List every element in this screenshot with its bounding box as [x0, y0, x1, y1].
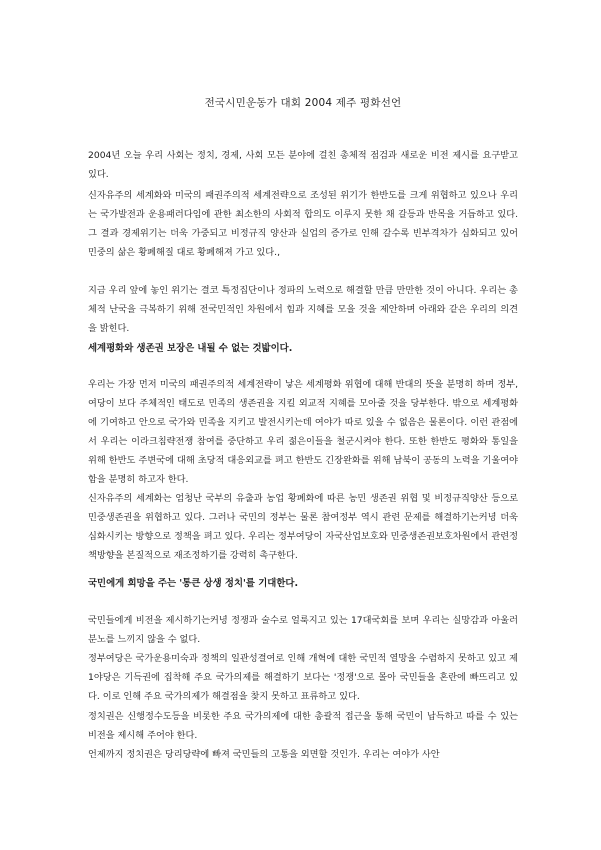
paragraph-government: 정부여당은 국가운용미숙과 정책의 일관성결여로 인해 개혁에 대한 국민적 열망을 수렴하지 못하고 있고 제1야당은 기득권에 집착해 주요 국가의제를 해결하기 보다는 '정쟁'으로 몰아 국민들을 혼란에 빠뜨리고 있다. 이로 인해 주요 국가의제가 해결점을 찾지 못하고 표류하고 있다. — [88, 653, 518, 702]
paragraph-neoliberal: 신자유주의 세계화는 엄청난 국부의 유출과 농업 황폐화에 따른 농민 생존권 위협 및 비정규직양산 등으로 민중생존권을 위협하고 있다. 그러나 국민의 정부는 물론 참여정부 역시 관련 문제를 해결하기는커녕 더욱 심화시키는 방향으로 정책을 펴고 있다. 우리는 정부여당이 자국산업보호와 민중생존권보호차원에서 관련정책방향을 본질적으로 재조정하기를 강력히 촉구한다. — [88, 493, 518, 561]
paragraph-crisis: 신자유주의 세계화와 미국의 패권주의적 세계전략으로 조성된 위기가 한반도를 크게 위협하고 있으나 우리는 국가발전과 운용패러다임에 관한 최소한의 사회적 합의도 이루지 못한 채 갈등과 반목을 거듭하고 있다. 그 결과 경제위기는 더욱 가중되고 비정규직 양산과 실업의 증가로 인해 갈수록 빈부격차가 심화되고 있어 민중의 삶은 황폐해질 대로 황폐해져 가고 있다., — [88, 190, 518, 258]
section-heading-peace: 세계평화와 생존권 보장은 내될 수 없는 것밟이다. — [88, 343, 293, 354]
paragraph-partisan: 언제까지 정치권은 당리당략에 빠져 국민들의 고통을 외면할 것인가. 우리는 여야가 사안 — [88, 749, 440, 760]
document-title: 전국시민운동가 대회 2004 제주 평화선언 — [204, 97, 402, 109]
paragraph-world-peace: 우리는 가장 먼저 미국의 패권주의적 세계전략이 낳은 세계평화 위협에 대해 반대의 뜻을 분명히 하며 정부, 여당이 보다 주체적인 태도로 민족의 생존권을 지킬 외교적 지혜를 모아줄 것을 당부한다. 밖으로 세계평화에 기여하고 안으로 국가와 민족을 지키고 발전시키는데 여야가 따로 있을 수 없음은 물론이다. 이런 관점에서 우리는 이라크침략전쟁 참여를 중단하고 우리 젊은이들을 철군시켜야 한다. 또한 한반도 평화와 통일을 위해 한반도 주변국에 대해 초당적 대응외교를 펴고 한반도 긴장완화를 위해 남북이 공동의 노력을 기울여야 함을 분명히 하고자 한다. — [88, 379, 518, 485]
intro-paragraph: 2004년 오늘 우리 사회는 정치, 경제, 사회 모든 분야에 걸친 총체적 점검과 새로운 비전 제시를 요구받고 있다. — [88, 150, 518, 180]
paragraph-assembly: 국민들에게 비전을 제시하기는커녕 정쟁과 술수로 얼룩지고 있는 17대국회를 보며 우리는 실망감과 아울러 분노를 느끼지 않을 수 없다. — [88, 615, 518, 645]
paragraph-proposal: 지금 우리 앞에 놓인 위기는 결코 특정집단이나 정파의 노력으로 해결할 만큼 만만한 것이 아니다. 우리는 총체적 난국을 극복하기 위해 전국민적인 차원에서 힘과 지혜를 모을 것을 제안하며 아래와 같은 우리의 의견을 밝힌다. — [88, 285, 518, 334]
section-heading-politics: 국민에게 희망을 주는 '통큰 상생 정치'를 기대한다. — [88, 578, 299, 589]
paragraph-vision: 정치권은 신행정수도등을 비롯한 주요 국가의제에 대한 총괄적 접근을 통해 국민이 납득하고 따를 수 있는 비전을 제시해 주어야 한다. — [88, 711, 518, 741]
